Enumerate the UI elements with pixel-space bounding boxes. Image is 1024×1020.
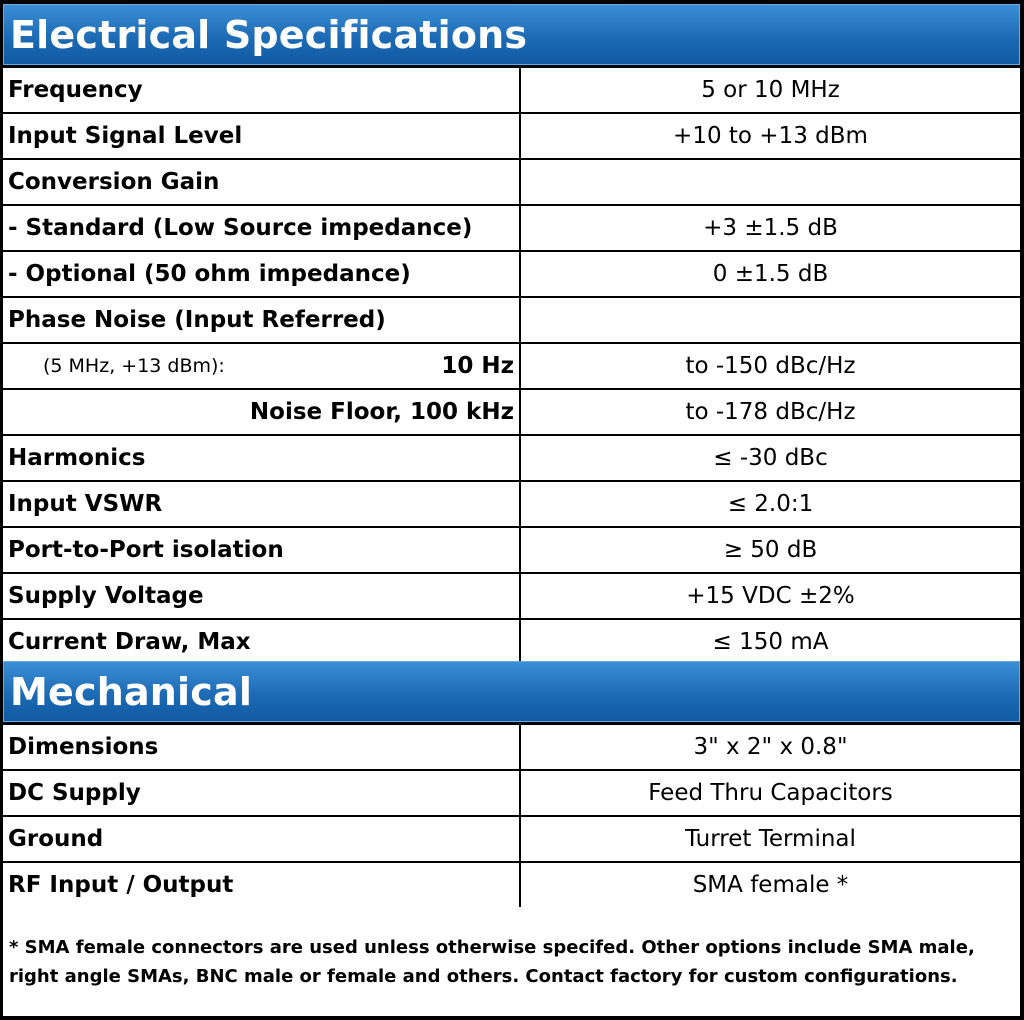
table-row	[3, 344, 1020, 388]
electrical-spec-table	[3, 68, 1020, 664]
spec-value: +3 ±1.5 dB	[521, 206, 1020, 250]
spec-label: Supply Voltage	[3, 574, 519, 618]
table-row	[3, 725, 1020, 769]
spec-value: ≤ 150 mA	[521, 620, 1020, 664]
table-row	[3, 771, 1020, 815]
spec-label: Input VSWR	[3, 482, 519, 526]
spec-label: DC Supply	[3, 771, 519, 815]
spec-value: SMA female *	[521, 863, 1020, 907]
spec-label: Harmonics	[3, 436, 519, 480]
spec-label: RF Input / Output	[3, 863, 519, 907]
spec-offset: 10 Hz	[441, 353, 514, 379]
footnote: * SMA female connectors are used unless otherwise specifed. Other options include SMA male, right angle SMAs, BNC male or female and others. Contact factory for custom configurations.	[3, 907, 1020, 1016]
table-row	[3, 298, 1020, 342]
table-row	[3, 620, 1020, 664]
spec-value: Turret Terminal	[521, 817, 1020, 861]
table-row	[3, 482, 1020, 526]
spec-value: 0 ±1.5 dB	[521, 252, 1020, 296]
spec-value: +10 to +13 dBm	[521, 114, 1020, 158]
spec-label: - Standard (Low Source impedance)	[3, 206, 519, 250]
spec-value: ≥ 50 dB	[521, 528, 1020, 572]
table-row	[3, 114, 1020, 158]
table-row	[3, 160, 1020, 204]
spec-label: Dimensions	[3, 725, 519, 769]
spec-value	[521, 160, 1020, 204]
spec-value: 5 or 10 MHz	[521, 68, 1020, 112]
table-row	[3, 863, 1020, 907]
spec-label: Input Signal Level	[3, 114, 519, 158]
table-row	[3, 252, 1020, 296]
spec-label: Conversion Gain	[3, 160, 519, 204]
spec-value: ≤ -30 dBc	[521, 436, 1020, 480]
table-row	[3, 528, 1020, 572]
spec-value	[521, 298, 1020, 342]
spec-value: Feed Thru Capacitors	[521, 771, 1020, 815]
spec-label: Port-to-Port isolation	[3, 528, 519, 572]
electrical-section-header: Electrical Specifications	[3, 4, 1020, 65]
table-row	[3, 390, 1020, 434]
spec-label: Frequency	[3, 68, 519, 112]
spec-value: +15 VDC ±2%	[521, 574, 1020, 618]
spec-label: Noise Floor, 100 kHz	[3, 390, 519, 434]
spec-label: Current Draw, Max	[3, 620, 519, 664]
spec-label: - Optional (50 ohm impedance)	[3, 252, 519, 296]
spec-label: Ground	[3, 817, 519, 861]
table-row	[3, 436, 1020, 480]
spec-label: Phase Noise (Input Referred)	[3, 298, 519, 342]
spec-value: ≤ 2.0:1	[521, 482, 1020, 526]
table-row	[3, 817, 1020, 861]
table-row	[3, 574, 1020, 618]
spec-value: to -178 dBc/Hz	[521, 390, 1020, 434]
spec-condition: (5 MHz, +13 dBm):	[43, 355, 225, 377]
table-row	[3, 68, 1020, 112]
spec-value: 3" x 2" x 0.8"	[521, 725, 1020, 769]
mechanical-section-header: Mechanical	[3, 661, 1020, 722]
spec-label	[3, 344, 519, 388]
mechanical-spec-table	[3, 725, 1020, 907]
table-row	[3, 206, 1020, 250]
spec-value: to -150 dBc/Hz	[521, 344, 1020, 388]
